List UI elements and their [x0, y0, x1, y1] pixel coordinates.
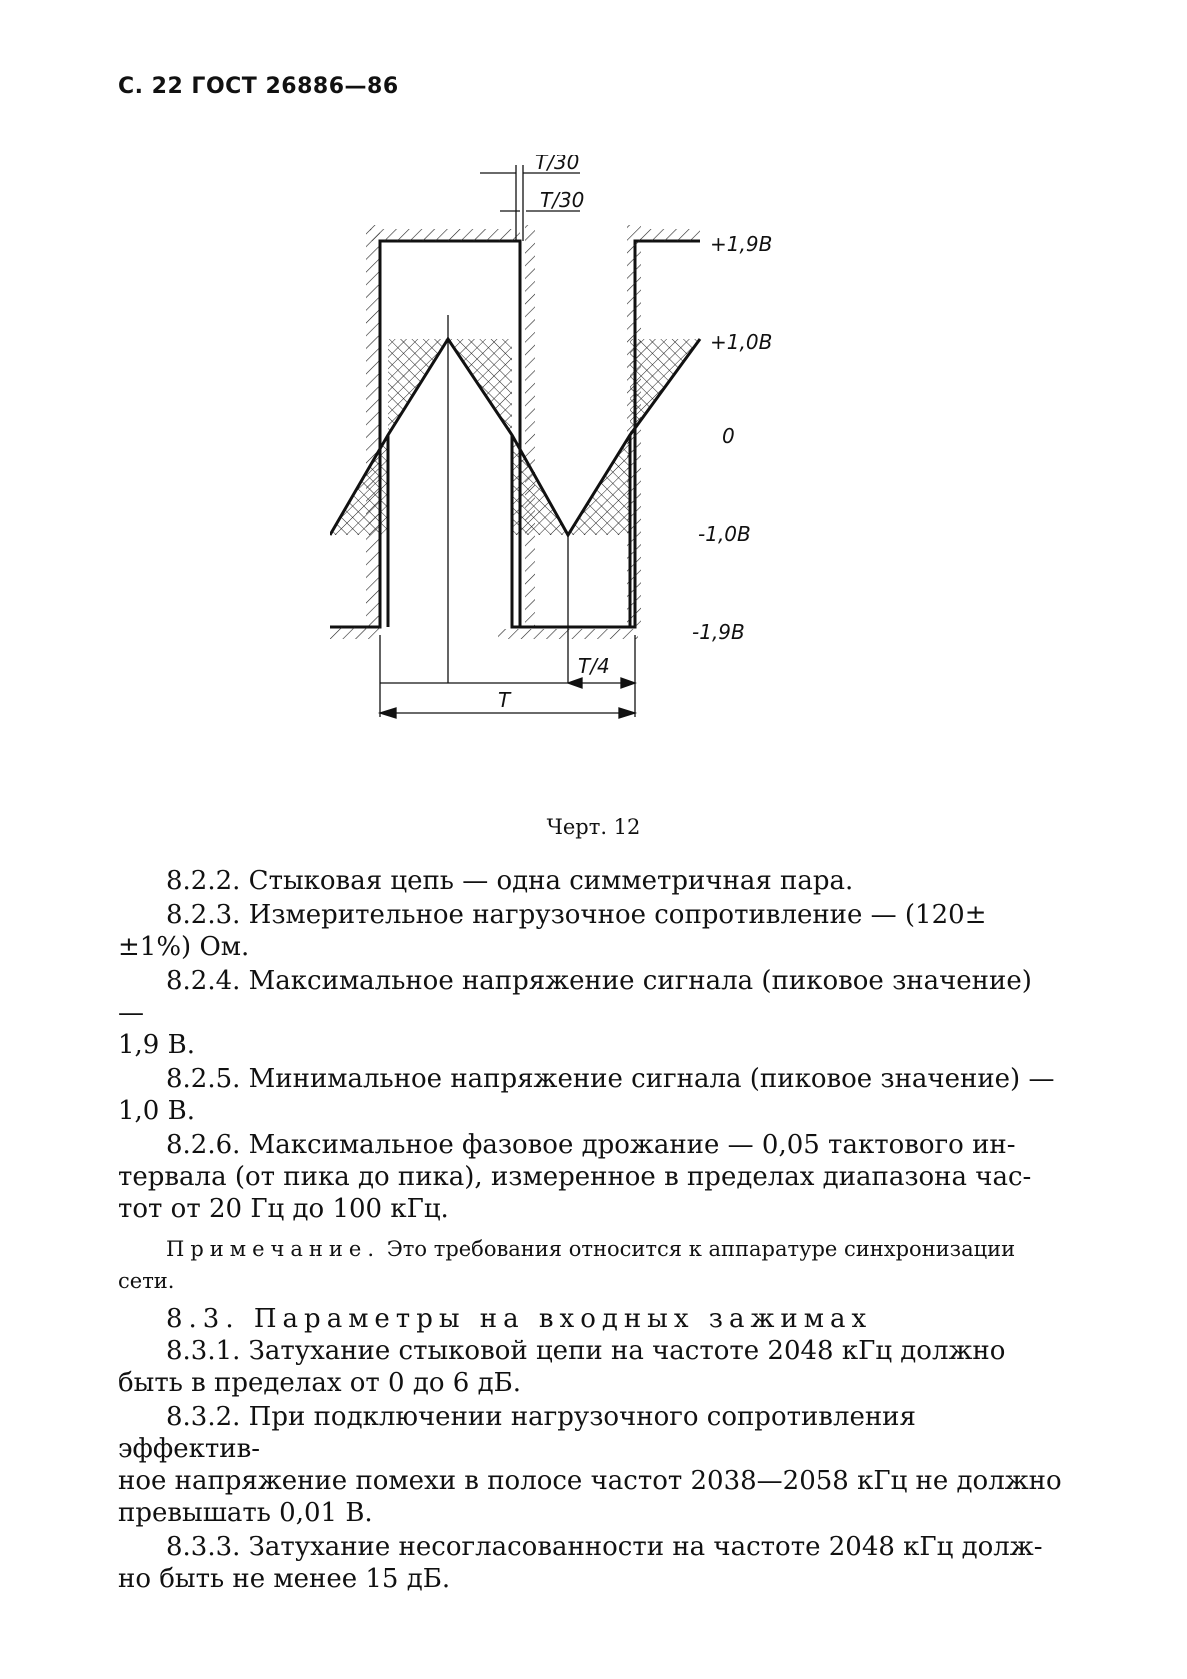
para-8-2-2: 8.2.2. Стыковая цепь — одна симметричная пара.	[166, 866, 854, 896]
para-8-2-4-line2: 1,9 В.	[118, 1030, 195, 1060]
para-8-3-2-line3: превышать 0,01 В.	[118, 1498, 373, 1528]
pulse-mask-diagram	[330, 155, 850, 795]
para-8-2-6-line3: тот от 20 Гц до 100 кГц.	[118, 1194, 449, 1224]
page-header: С. 22 ГОСТ 26886—86	[118, 74, 399, 99]
para-8-3-1-line2: быть в пределах от 0 до 6 дБ.	[118, 1368, 521, 1398]
note	[118, 1233, 1064, 1297]
para-8-2-3-line2: ±1%) Ом.	[118, 932, 250, 962]
para-8-2-5-line2: 1,0 В.	[118, 1096, 195, 1126]
note-text: Это требования относится к аппаратуре синхронизации сети.	[118, 1237, 1016, 1293]
para-8-3-3-line2: но быть не менее 15 дБ.	[118, 1564, 451, 1594]
label-t30-top: T/30	[535, 155, 580, 174]
para-8-2-4-line1: 8.2.4. Максимальное напряжение сигнала (пиковое значение) —	[118, 966, 1032, 1028]
para-8-2-6-line1: 8.2.6. Максимальное фазовое дрожание — 0,05 тактового ин-	[166, 1130, 1016, 1160]
label-t30-second: T/30	[540, 188, 585, 212]
para-8-2-3-line1: 8.2.3. Измерительное нагрузочное сопротивление — (120±	[166, 900, 987, 930]
outer-mask	[330, 225, 700, 639]
label-minus-1-9v: -1,9В	[692, 620, 745, 644]
para-8-2-5-line1: 8.2.5. Минимальное напряжение сигнала (пиковое значение) —	[166, 1064, 1055, 1094]
figure-caption: Черт. 12	[546, 815, 641, 839]
label-t4: T/4	[578, 654, 610, 678]
section-8-3-title	[118, 1303, 1064, 1335]
para-8-3-1-line1: 8.3.1. Затухание стыковой цепи на частоте 2048 кГц должно	[166, 1336, 1006, 1366]
label-minus-1-0v: -1,0В	[698, 522, 751, 546]
label-t: T	[498, 688, 511, 712]
para-8-2-6-line2: тервала (от пика до пика), измеренное в пределах диапазона час-	[118, 1162, 1032, 1192]
label-plus-1-0v: +1,0В	[710, 330, 773, 354]
note-label: Примечание.	[166, 1237, 381, 1261]
para-8-3-2-line2: ное напряжение помехи в полосе частот 2038—2058 кГц не должно	[118, 1466, 1062, 1496]
label-zero: 0	[722, 424, 735, 448]
section-text	[118, 865, 1064, 1595]
label-plus-1-9v: +1,9В	[710, 232, 773, 256]
para-8-3-3-line1: 8.3.3. Затухание несогласованности на частоте 2048 кГц долж-	[166, 1532, 1043, 1562]
para-8-3-2-line1: 8.3.2. При подключении нагрузочного сопротивления эффектив-	[118, 1402, 916, 1464]
section-8-3-heading: 8.3. Параметры на входных зажимах	[166, 1304, 873, 1334]
